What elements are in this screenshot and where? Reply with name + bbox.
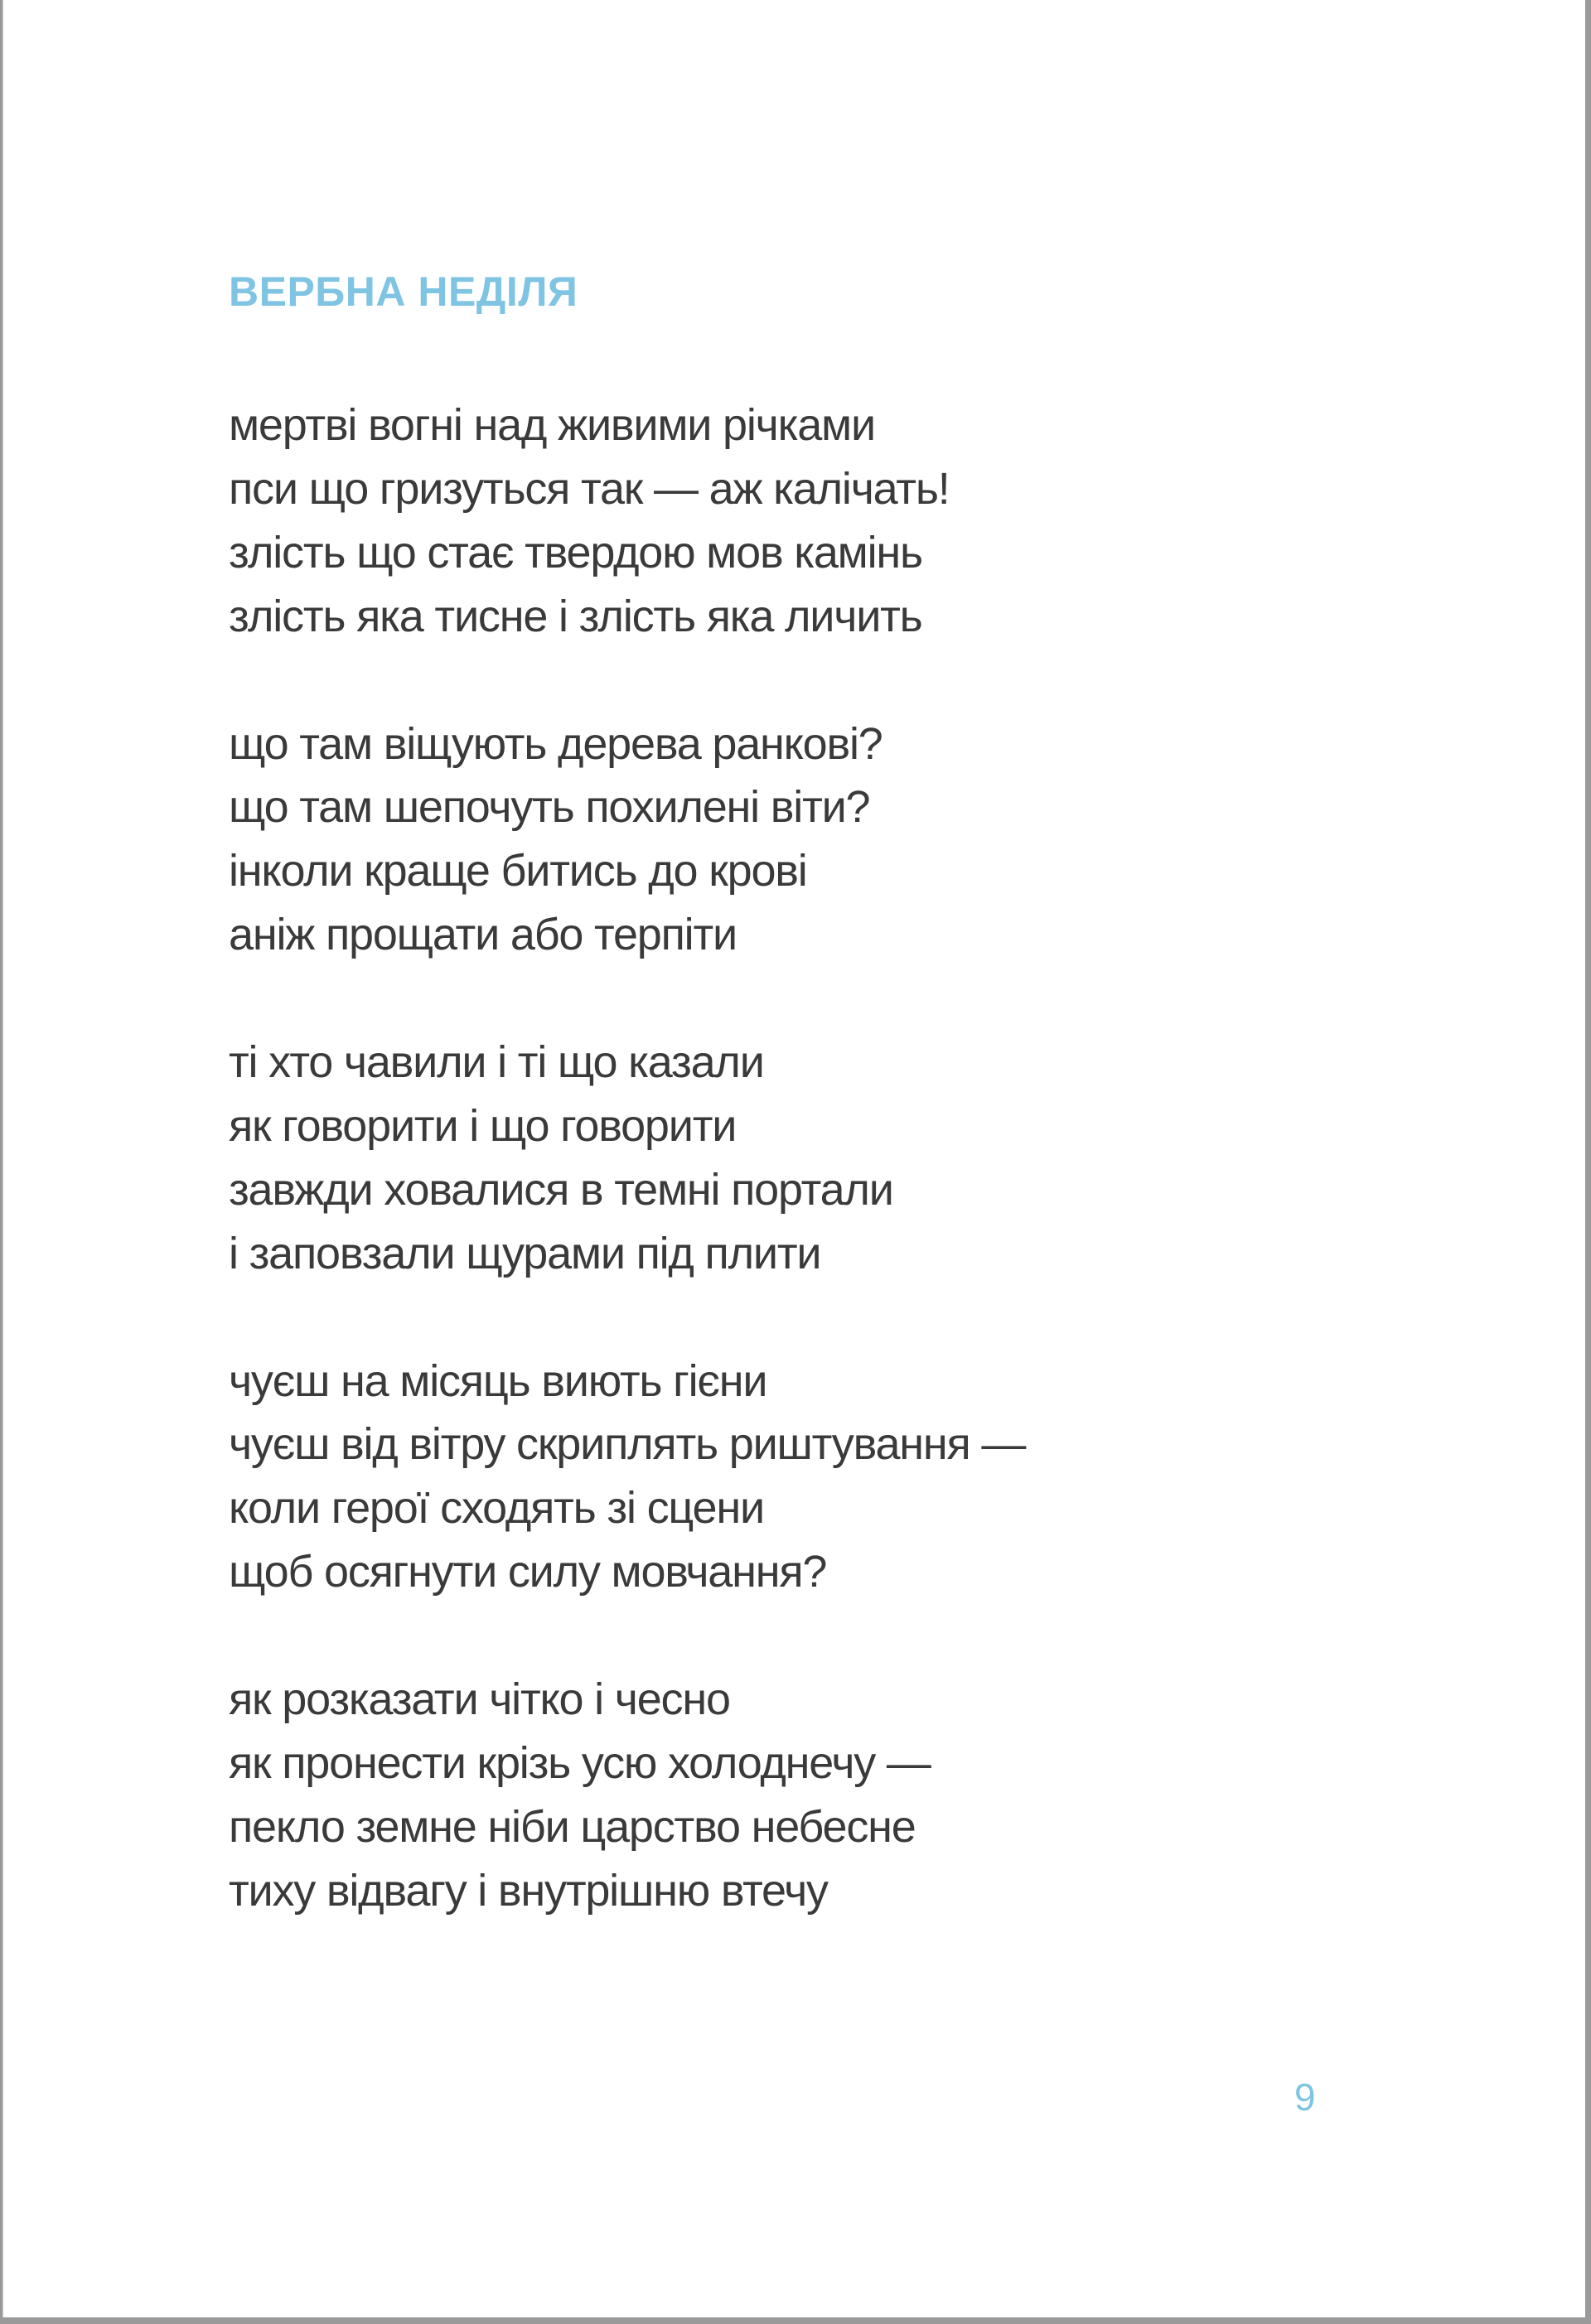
- stanza: [229, 1350, 1025, 1605]
- poem-line: як розказати чітко і чесно: [229, 1674, 730, 1725]
- poem-line: тиху відвагу і внутрішню втечу: [229, 1865, 828, 1916]
- poem-line: і заповзали щурами під плити: [229, 1228, 821, 1278]
- poem-line: чуєш від вітру скриплять риштування —: [229, 1419, 1026, 1470]
- poem-line: пси що гризуться так — аж калічать!: [229, 463, 950, 514]
- poem-title: ВЕРБНА НЕДІЛЯ: [229, 268, 578, 315]
- poem-body: [229, 394, 1025, 1987]
- poem-line: ті хто чавили і ті що казали: [229, 1037, 764, 1088]
- poem-line: аніж прощати або терпіти: [229, 910, 737, 960]
- book-page: [2, 0, 1585, 2317]
- poem-line: що там шепочуть похилені віти?: [229, 782, 870, 833]
- poem-line: завжди ховалися в темні портали: [229, 1164, 893, 1215]
- stanza: [229, 394, 1025, 649]
- stanza: [229, 1668, 1025, 1923]
- poem-line: чуєш на місяць виють гієни: [229, 1355, 767, 1406]
- poem-line: що там віщують дерева ранкові?: [229, 718, 883, 769]
- poem-line: злість яка тисне і злість яка личить: [229, 591, 922, 641]
- poem-line: як пронести крізь усю холоднечу —: [229, 1737, 931, 1788]
- poem-line: як говорити і що говорити: [229, 1100, 737, 1151]
- poem-line: коли герої сходять зі сцени: [229, 1483, 764, 1534]
- stanza: [229, 713, 1025, 968]
- poem-line: інколи краще битись до крові: [229, 846, 807, 896]
- poem-line: злість що стає твердою мов камінь: [229, 527, 922, 577]
- poem-line: пекло земне ніби царство небесне: [229, 1801, 916, 1852]
- poem-line: щоб осягнути силу мовчання?: [229, 1547, 827, 1597]
- stanza: [229, 1031, 1025, 1286]
- poem-line: мертві вогні над живими річками: [229, 400, 875, 450]
- page-number: 9: [1294, 2075, 1316, 2119]
